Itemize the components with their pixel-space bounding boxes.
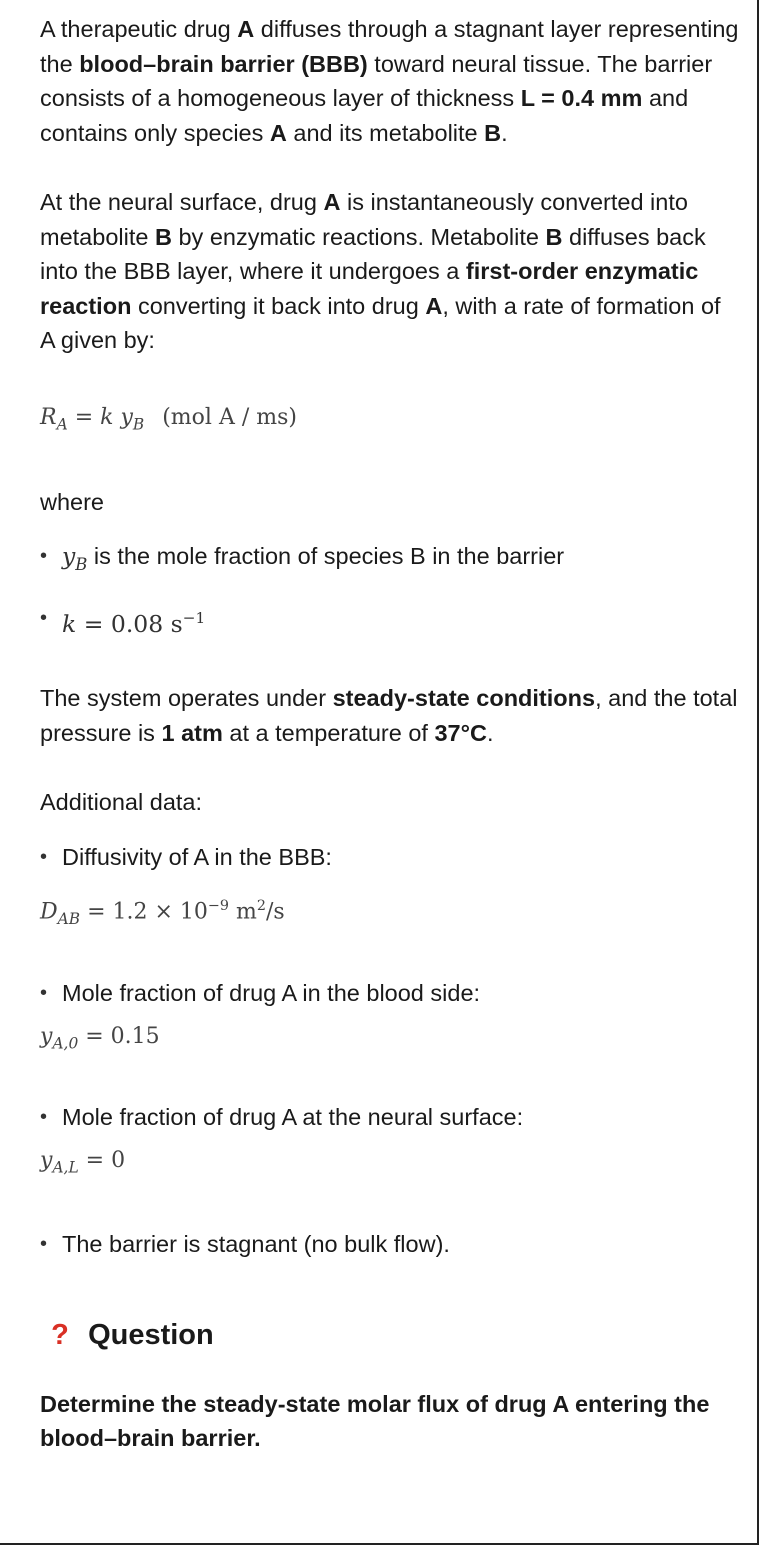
conditions-paragraph <box>40 681 740 750</box>
reaction-text: At the neural surface, drug <box>40 189 324 215</box>
reaction-text: by enzymatic reactions. Metabolite <box>171 223 546 250</box>
diffusivity-exponent: −9 <box>207 897 229 914</box>
yb-subscript: B <box>75 554 88 574</box>
neural-formula <box>40 1144 740 1184</box>
reaction-bold: A <box>425 292 443 319</box>
reaction-text: is instantaneously converted into metabolite <box>40 189 688 250</box>
neural-subscript: A,L <box>52 1158 79 1177</box>
yb-symbol: y <box>62 541 76 570</box>
diffusivity-unit: m <box>228 899 257 925</box>
intro-bold: B <box>484 119 502 146</box>
conditions-text: . <box>487 719 494 746</box>
reaction-text: converting it back into drug <box>131 292 426 319</box>
blood-subscript: A,0 <box>52 1034 79 1053</box>
mole-fraction-symbol: y <box>120 404 133 430</box>
yb-description: is the mole fraction of species B in the barrier <box>87 542 565 569</box>
diffusivity-unit-denominator: /s <box>265 899 285 925</box>
intro-text: and contains only species <box>40 85 689 146</box>
where-list <box>40 539 740 642</box>
intro-bold: A <box>269 119 287 146</box>
conditions-bold: 37°C <box>434 719 487 746</box>
intro-text: diffuses through a stagnant layer representing the <box>40 16 739 77</box>
data-item-neural <box>40 1100 740 1134</box>
where-item-yb <box>40 539 740 582</box>
question-heading <box>40 1315 740 1355</box>
diffusivity-unit-exponent: 2 <box>256 897 266 914</box>
diffusivity-value: = 1.2 × 10 <box>80 899 208 925</box>
diffusivity-formula <box>40 889 740 936</box>
diffusivity-symbol: D <box>40 899 58 925</box>
where-item-k <box>40 601 740 641</box>
intro-text: A therapeutic drug <box>40 16 238 42</box>
data-list <box>40 840 740 874</box>
neural-value: = 0 <box>78 1148 126 1174</box>
rate-symbol: R <box>40 404 57 430</box>
reaction-bold: B <box>154 223 172 250</box>
diffusivity-subscript: AB <box>57 909 81 928</box>
intro-text: and its metabolite <box>286 119 485 146</box>
conditions-text: , and the total pressure is <box>40 685 738 746</box>
question-mark-icon: ? <box>51 1318 69 1351</box>
reaction-text: , with a rate of formation of A given by: <box>40 292 721 353</box>
reaction-paragraph <box>40 185 740 358</box>
conditions-bold: steady-state conditions <box>332 685 596 712</box>
k-symbol: k <box>62 610 77 639</box>
equals-sign: = <box>67 404 101 430</box>
data-list-neural <box>40 1100 740 1134</box>
rate-subscript: A <box>56 414 68 433</box>
k-value: = 0.08 s <box>76 610 183 639</box>
diffusivity-label: Diffusivity of A in the BBB: <box>62 843 332 870</box>
blood-formula <box>40 1020 740 1060</box>
data-item-diffusivity <box>40 840 740 874</box>
intro-text: toward neural tissue. The barrier consists of a homogeneous layer of thickness <box>40 50 713 111</box>
question-title: Question <box>88 1318 214 1351</box>
blood-label: Mole fraction of drug A in the blood side: <box>62 979 481 1006</box>
where-label: where <box>40 488 105 515</box>
data-item-stagnant <box>40 1227 740 1261</box>
intro-bold: L = 0.4 mm <box>520 85 643 111</box>
reaction-bold: A <box>323 189 341 215</box>
rate-constant-symbol: k <box>100 404 114 430</box>
rate-units: (mol A / ms) <box>162 404 297 430</box>
intro-text: . <box>501 119 508 146</box>
neural-label: Mole fraction of drug A at the neural surface: <box>62 1104 524 1131</box>
conditions-text: The system operates under <box>40 685 333 712</box>
question-text: Determine the steady-state molar flux of drug A entering the blood–brain barrier. <box>40 1390 710 1452</box>
additional-data-label: Additional data: <box>40 789 203 816</box>
reaction-bold: first-order enzymatic reaction <box>40 258 699 319</box>
k-exponent: −1 <box>182 609 206 628</box>
blood-value: = 0.15 <box>78 1023 160 1049</box>
rate-formula <box>40 405 740 445</box>
data-list-blood <box>40 976 740 1010</box>
data-list-stagnant <box>40 1227 740 1261</box>
intro-paragraph <box>40 12 740 150</box>
reaction-bold: B <box>545 223 563 250</box>
neural-symbol: y <box>40 1148 53 1174</box>
intro-bold: blood–brain barrier (BBB) <box>79 50 368 77</box>
mole-fraction-subscript: B <box>132 414 145 433</box>
data-item-blood <box>40 976 740 1010</box>
conditions-text: at a temperature of <box>222 719 435 746</box>
problem-content <box>40 12 740 1456</box>
conditions-bold: 1 atm <box>161 719 223 746</box>
intro-bold: A <box>237 16 255 42</box>
reaction-text: diffuses back into the BBB layer, where it undergoes a <box>40 223 706 284</box>
blood-symbol: y <box>40 1023 53 1049</box>
stagnant-label: The barrier is stagnant (no bulk flow). <box>62 1230 450 1257</box>
